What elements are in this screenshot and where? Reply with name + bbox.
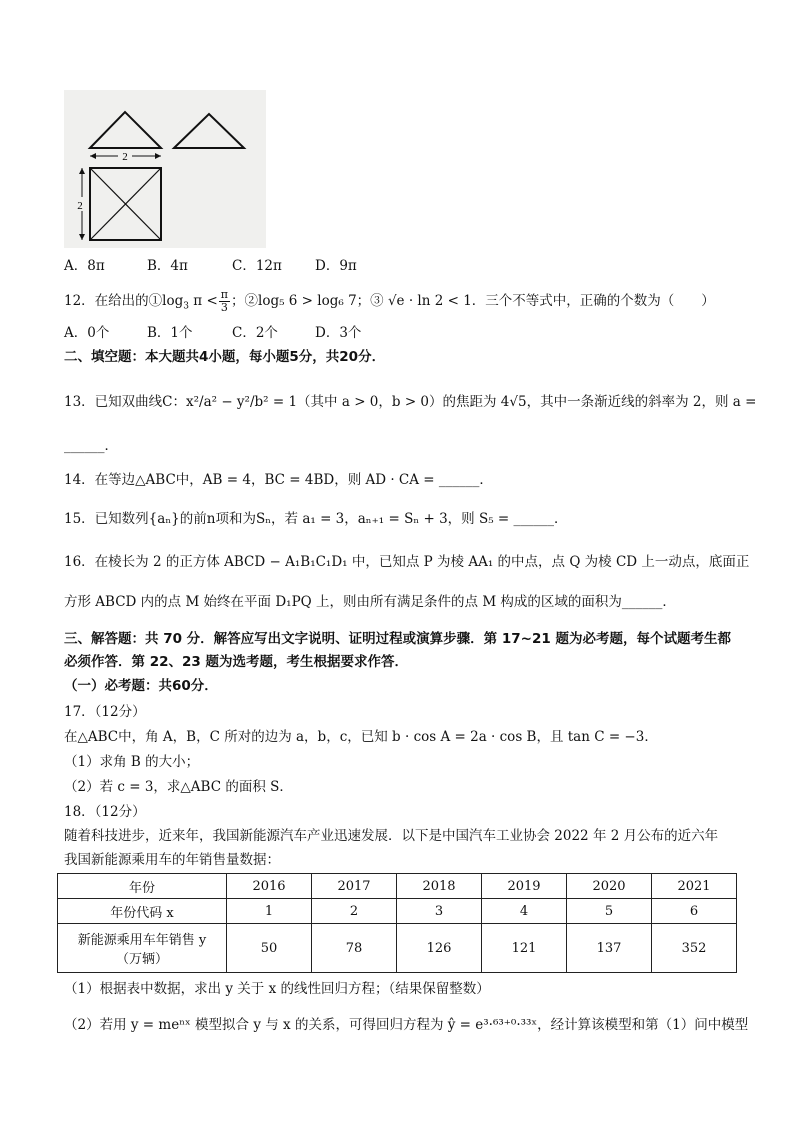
q11-option-b: B．4π: [147, 258, 188, 274]
q17-stem: 在△ABC中，角 A，B，C 所对的边为 a，b，c，已知 b · cos A = 2a · cos B，且 tan C = −3．: [64, 729, 658, 745]
table-cell: 2017: [312, 874, 397, 899]
q12-option-d: D．3个: [315, 325, 362, 341]
three-view-svg: [64, 90, 266, 248]
table-cell: 78: [312, 924, 397, 973]
row-label-sales: [58, 924, 227, 973]
q18-intro-1: 随着科技进步，近来年，我国新能源汽车产业迅速发展．以下是中国汽车工业协会 2022 年 2 月公布的近六年: [64, 828, 719, 844]
three-view-figure: [64, 90, 266, 248]
table-cell: 1: [227, 899, 312, 924]
sales-table: [57, 873, 737, 973]
q11-option-d: D．9π: [315, 258, 357, 274]
pi-over-3-fraction: $\frac{\pi}{3}$: [220, 288, 229, 314]
q12-prefix: 12．在给出的①log: [64, 293, 184, 309]
table-row: [58, 874, 737, 899]
arrow-down-icon: [79, 234, 85, 240]
table-cell: 2: [312, 899, 397, 924]
q12-line: 12．在给出的$①\log_3$ π < $\frac{\pi}{3}$ ；②log₅ 6 > log₆ 7；③ √e · ln 2 < 1．三个不等式中，正确的个数为（ ）: [64, 288, 715, 314]
height-label: 2: [77, 200, 83, 212]
q11-option-c: C．12π: [232, 258, 282, 274]
q18-head: 18．（12分）: [64, 804, 146, 820]
q12-text: ；②log₅ 6 > log₆ 7；③ √e · ln 2 < 1．三个不等式中，正确的个数为（ ）: [231, 293, 715, 309]
q17-part-1: （1）求角 B 的大小；: [64, 754, 200, 770]
arrow-right-icon: [155, 153, 161, 159]
table-cell: 4: [482, 899, 567, 924]
row-label-sales-1: 新能源乘用车年销售 y: [77, 933, 207, 948]
table-cell: 2020: [567, 874, 652, 899]
q16-line-2: 方形 ABCD 内的点 M 始终在平面 D₁PQ 上，则由所有满足条件的点 M 构成的区域的面积为______．: [64, 594, 676, 610]
q13-line-1: 13．已知双曲线C：x²/a² − y²/b² = 1（其中 a > 0，b > 0）的焦距为 4√5，其中一条渐近线的斜率为 2，则 a =: [64, 394, 757, 410]
table-cell: 6: [652, 899, 737, 924]
q17-head: 17．（12分）: [64, 704, 146, 720]
row-label-year: 年份: [58, 874, 227, 899]
table-cell: 50: [227, 924, 312, 973]
section-3-line-2: 必须作答．第 22、23 题为选考题，考生根据要求作答．: [64, 654, 408, 670]
q13-line-2: ______．: [64, 438, 118, 454]
table-cell: 2021: [652, 874, 737, 899]
table-cell: 126: [397, 924, 482, 973]
q16-line-1: 16．在棱长为 2 的正方体 ABCD − A₁B₁C₁D₁ 中，已知点 P 为棱 AA₁ 的中点，点 Q 为棱 CD 上一动点，底面正: [64, 554, 750, 570]
q18-intro-2: 我国新能源乘用车的年销售量数据：: [64, 852, 280, 868]
q18-part-2: （2）若用 y = meⁿˣ 模型拟合 y 与 x 的关系，可得回归方程为 ŷ = e³·⁶³⁺⁰·³³ˣ，经计算该模型和第（1）问中模型: [64, 1017, 749, 1033]
table-cell: 2016: [227, 874, 312, 899]
row-label-code: 年份代码 x: [58, 899, 227, 924]
front-view-triangle: [90, 112, 161, 148]
table-row: [58, 899, 737, 924]
q17-part-2: （2）若 c = 3，求△ABC 的面积 S．: [64, 779, 293, 795]
q14: 14．在等边△ABC中，AB = 4，BC = 4BD，则 AD · CA = ______．: [64, 472, 493, 488]
table-cell: 5: [567, 899, 652, 924]
section-2-title: 二、填空题：本大题共4小题，每小题5分，共20分．: [64, 349, 386, 365]
table-cell: 3: [397, 899, 482, 924]
table-row: [58, 924, 737, 973]
table-cell: 121: [482, 924, 567, 973]
width-label: 2: [122, 151, 128, 163]
section-3-sub: （一）必考题：共60分．: [64, 678, 218, 694]
section-3-line-1: 三、解答题：共 70 分．解答应写出文字说明、证明过程或演算步骤．第 17~21 题为必考题，每个试题考生都: [64, 631, 731, 647]
table-cell: 137: [567, 924, 652, 973]
table-cell: 2018: [397, 874, 482, 899]
row-label-sales-2: （万辆）: [115, 952, 168, 967]
table-cell: 2019: [482, 874, 567, 899]
table-cell: 352: [652, 924, 737, 973]
arrow-up-icon: [79, 168, 85, 174]
q18-part-1: （1）根据表中数据，求出 y 关于 x 的线性回归方程；（结果保留整数）: [64, 981, 490, 997]
q12-option-b: B．1个: [147, 325, 193, 341]
q12-option-a: A．0个: [64, 325, 110, 341]
side-view-triangle: [174, 114, 244, 148]
arrow-left-icon: [90, 153, 96, 159]
q12-option-c: C．2个: [232, 325, 278, 341]
q15: 15．已知数列{aₙ}的前n项和为Sₙ，若 a₁ = 3，aₙ₊₁ = Sₙ + 3，则 S₅ = ______．: [64, 511, 568, 527]
q11-option-a: A．8π: [64, 258, 105, 274]
